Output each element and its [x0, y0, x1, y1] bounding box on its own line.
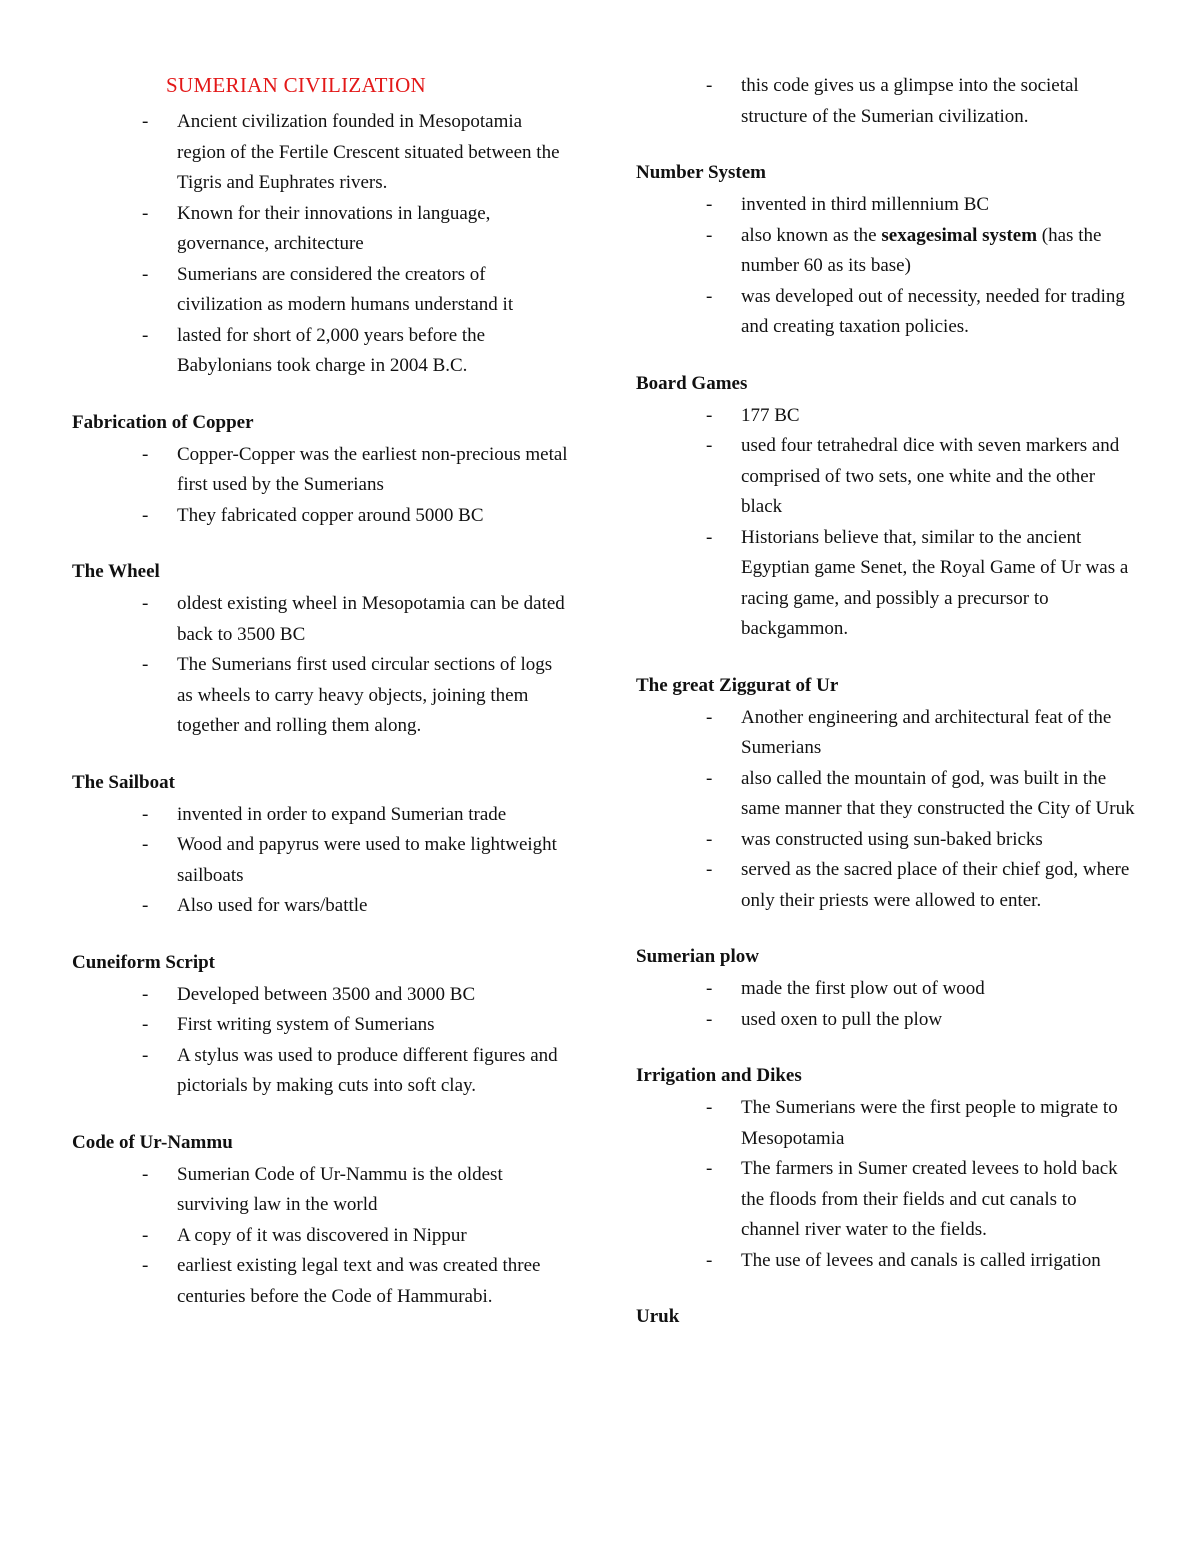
list-item: - Historians believe that, similar to the ancient Egyptian game Senet, the Royal Game of Ur was a racing game, and possibly a precursor to backgammon.	[636, 523, 1136, 645]
section-list	[636, 1093, 1136, 1276]
list-item: - Sumerians are considered the creators of civilization as modern humans understand it	[72, 260, 572, 321]
list-item: - was developed out of necessity, needed for trading and creating taxation policies.	[636, 282, 1136, 343]
document-title: SUMERIAN CIVILIZATION	[166, 73, 427, 97]
list-item: - served as the sacred place of their chief god, where only their priests were allowed to enter.	[636, 855, 1136, 916]
list-item: - made the first plow out of wood	[636, 974, 1136, 1005]
section-list	[636, 401, 1136, 645]
list-item: - The farmers in Sumer created levees to hold back the floods from their fields and cut canals to channel river water to the fields.	[636, 1154, 1136, 1246]
left-column	[72, 70, 572, 1340]
list-item: - also called the mountain of god, was built in the same manner that they constructed the City of Uruk	[636, 764, 1136, 825]
list-item: - First writing system of Sumerians	[72, 1010, 572, 1041]
list-item: - A stylus was used to produce different figures and pictorials by making cuts into soft clay.	[72, 1041, 572, 1102]
section-list	[72, 589, 572, 742]
section-irrigation-and-dikes	[636, 1063, 1136, 1276]
section-heading: Cuneiform Script	[72, 951, 216, 973]
list-item: - 177 BC	[636, 401, 1136, 432]
list-item: - Another engineering and architectural feat of the Sumerians	[636, 703, 1136, 764]
section-code-of-ur-nammu	[72, 1130, 572, 1313]
section-heading: Uruk	[636, 1306, 680, 1327]
list-item: - oldest existing wheel in Mesopotamia can be dated back to 3500 BC	[72, 589, 572, 650]
list-item: - used oxen to pull the plow	[636, 1005, 1136, 1036]
list-item: - Copper-Copper was the earliest non-precious metal first used by the Sumerians	[72, 440, 572, 501]
list-item: - Ancient civilization founded in Mesopotamia region of the Fertile Crescent situated between the Tigris and Euphrates rivers.	[72, 107, 572, 199]
section-list	[72, 1160, 572, 1313]
section-list	[72, 440, 572, 532]
intro-list	[72, 107, 572, 382]
emphasized-term: sexagesimal system	[881, 224, 1038, 246]
list-item: - Known for their innovations in language, governance, architecture	[72, 199, 572, 260]
section-heading: The Wheel	[72, 561, 160, 582]
list-item: - Developed between 3500 and 3000 BC	[72, 980, 572, 1011]
list-item: - lasted for short of 2,000 years before the Babylonians took charge in 2004 B.C.	[72, 321, 572, 382]
section-list	[636, 703, 1136, 917]
right-column	[636, 71, 1136, 1334]
section-the-sailboat	[72, 770, 572, 922]
list-item: - earliest existing legal text and was created three centuries before the Code of Hammurabi.	[72, 1251, 572, 1312]
list-item: - invented in third millennium BC	[636, 190, 1136, 221]
section-the-wheel	[72, 559, 572, 742]
section-fabrication-of-copper	[72, 410, 572, 532]
list-item: - The use of levees and canals is called irrigation	[636, 1246, 1136, 1277]
section-heading: Fabrication of Copper	[72, 411, 254, 433]
list-item: - Sumerian Code of Ur-Nammu is the oldest surviving law in the world	[72, 1160, 572, 1221]
section-heading: Code of Ur-Nammu	[72, 1131, 233, 1153]
list-item: - Wood and papyrus were used to make lightweight sailboats	[72, 830, 572, 891]
section-heading: Board Games	[636, 372, 748, 394]
section-list	[72, 800, 572, 922]
list-item: - Also used for wars/battle	[72, 891, 572, 922]
list-item: - They fabricated copper around 5000 BC	[72, 501, 572, 532]
continuation-list	[636, 71, 1136, 132]
section-heading: Sumerian plow	[636, 946, 759, 967]
section-list	[72, 980, 572, 1102]
section-great-ziggurat-of-ur	[636, 673, 1136, 917]
section-cuneiform-script	[72, 950, 572, 1102]
section-heading: The great Ziggurat of Ur	[636, 674, 839, 696]
list-item: - The Sumerians first used circular sections of logs as wheels to carry heavy objects, joining them together and rolling them along.	[72, 650, 572, 742]
section-list	[636, 190, 1136, 343]
list-item: - this code gives us a glimpse into the societal structure of the Sumerian civilization.	[636, 71, 1136, 132]
list-item: - A copy of it was discovered in Nippur	[72, 1221, 572, 1252]
section-heading: Irrigation and Dikes	[636, 1065, 802, 1086]
section-board-games	[636, 371, 1136, 645]
section-uruk	[636, 1304, 1136, 1330]
list-item: - invented in order to expand Sumerian trade	[72, 800, 572, 831]
section-sumerian-plow	[636, 944, 1136, 1035]
list-item: - was constructed using sun-baked bricks	[636, 825, 1136, 856]
list-item: - The Sumerians were the first people to migrate to Mesopotamia	[636, 1093, 1136, 1154]
section-list	[636, 974, 1136, 1035]
section-heading: Number System	[636, 162, 767, 183]
list-item: - also known as the sexagesimal system (has the number 60 as its base)	[636, 221, 1136, 282]
section-number-system	[636, 160, 1136, 343]
section-heading: The Sailboat	[72, 771, 175, 793]
list-item: - used four tetrahedral dice with seven markers and comprised of two sets, one white and the other black	[636, 431, 1136, 523]
